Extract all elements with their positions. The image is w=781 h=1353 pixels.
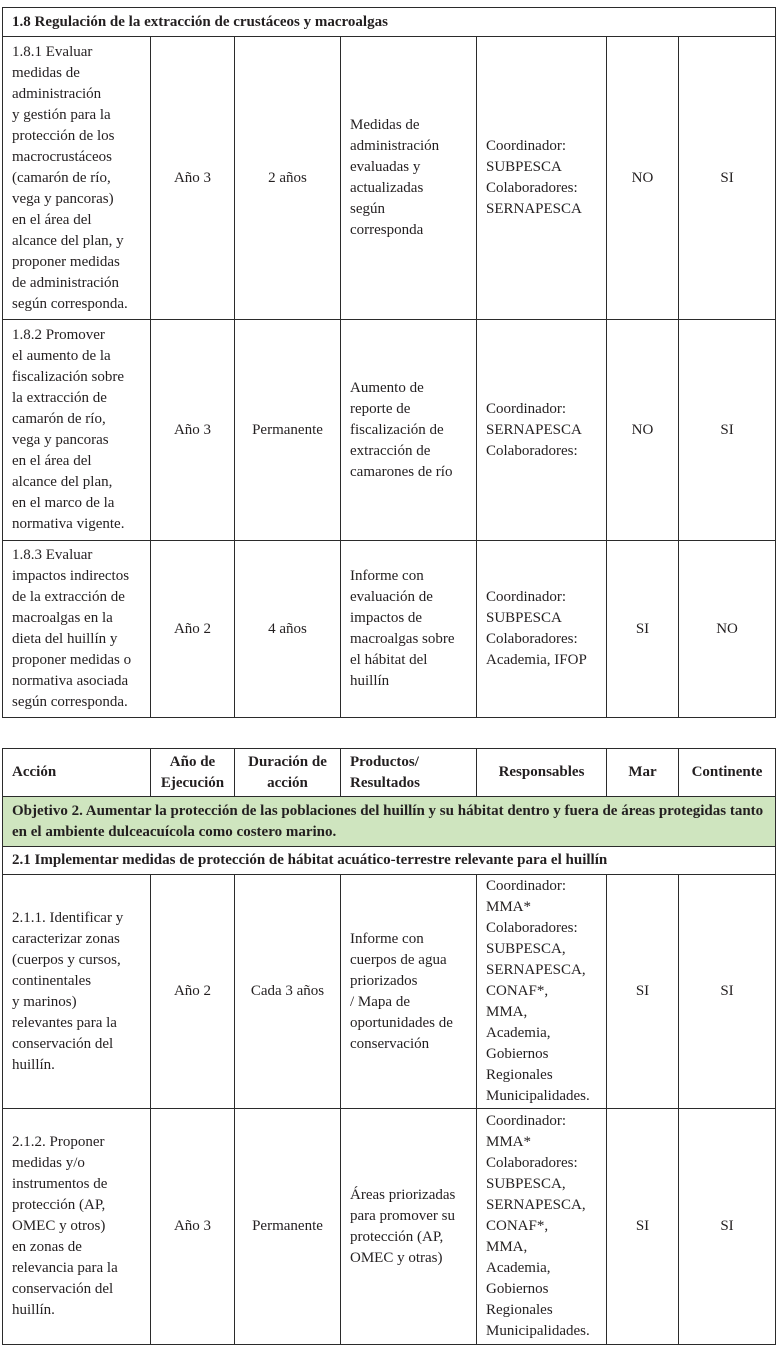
section-row	[3, 847, 776, 875]
header-accion: Acción	[3, 749, 151, 797]
table-row	[3, 1109, 776, 1345]
header-row	[3, 749, 776, 797]
responsables-cell: Coordinador: SUBPESCA Colaboradores: SERNAPESCA	[477, 37, 607, 320]
objective-row	[3, 797, 776, 847]
mar-cell: SI	[607, 541, 679, 718]
mar-cell: SI	[607, 875, 679, 1109]
accion-cell: 1.8.3 Evaluar impactos indirectos de la extracción de macroalgas en la dieta del huillín y proponer medidas o normativa asociada según corresponda.	[3, 541, 151, 718]
header-responsables: Responsables	[477, 749, 607, 797]
mar-cell: SI	[607, 1109, 679, 1345]
productos-cell: Informe con evaluación de impactos de macroalgas sobre el hábitat del huillín	[341, 541, 477, 718]
header-mar: Mar	[607, 749, 679, 797]
duracion-cell: 2 años	[235, 37, 341, 320]
accion-cell: 1.8.1 Evaluar medidas de administración y gestión para la protección de los macrocrustáceos (camarón de río, vega y pancoras) en el área del alcance del plan, y proponer medidas de administración según corresponda.	[3, 37, 151, 320]
productos-cell: Aumento de reporte de fiscalización de extracción de camarones de río	[341, 320, 477, 541]
section-row	[3, 8, 776, 37]
anio-cell: Año 3	[151, 37, 235, 320]
anio-cell: Año 3	[151, 1109, 235, 1345]
section-title: 1.8 Regulación de la extracción de crustáceos y macroalgas	[3, 8, 776, 37]
duracion-cell: Cada 3 años	[235, 875, 341, 1109]
productos-cell: Medidas de administración evaluadas y actualizadas según corresponda	[341, 37, 477, 320]
duracion-cell: 4 años	[235, 541, 341, 718]
continente-cell: SI	[679, 37, 776, 320]
table-crustaceos-macroalgas	[2, 7, 776, 718]
header-continente: Continente	[679, 749, 776, 797]
anio-cell: Año 3	[151, 320, 235, 541]
anio-cell: Año 2	[151, 875, 235, 1109]
accion-cell: 2.1.2. Proponer medidas y/o instrumentos de protección (AP, OMEC y otros) en zonas de relevancia para la conservación del huillín.	[3, 1109, 151, 1345]
continente-cell: SI	[679, 320, 776, 541]
accion-cell: 1.8.2 Promover el aumento de la fiscalización sobre la extracción de camarón de río, vega y pancoras en el área del alcance del plan, en el marco de la normativa vigente.	[3, 320, 151, 541]
header-productos: Productos/ Resultados	[341, 749, 477, 797]
productos-cell: Informe con cuerpos de agua priorizados / Mapa de oportunidades de conservación	[341, 875, 477, 1109]
continente-cell: SI	[679, 1109, 776, 1345]
productos-cell: Áreas priorizadas para promover su protección (AP, OMEC y otras)	[341, 1109, 477, 1345]
table-row	[3, 541, 776, 718]
duracion-cell: Permanente	[235, 320, 341, 541]
accion-cell: 2.1.1. Identificar y caracterizar zonas (cuerpos y cursos, continentales y marinos) relevantes para la conservación del huillín.	[3, 875, 151, 1109]
continente-cell: NO	[679, 541, 776, 718]
header-duracion: Duración de acción	[235, 749, 341, 797]
mar-cell: NO	[607, 37, 679, 320]
section-title: 2.1 Implementar medidas de protección de hábitat acuático-terrestre relevante para el huillín	[3, 847, 776, 875]
responsables-cell: Coordinador: SUBPESCA Colaboradores: Academia, IFOP	[477, 541, 607, 718]
responsables-cell: Coordinador: MMA* Colaboradores: SUBPESCA, SERNAPESCA, CONAF*, MMA, Academia, Gobiernos Regionales Municipalidades.	[477, 875, 607, 1109]
table-row	[3, 875, 776, 1109]
objective-text: Objetivo 2. Aumentar la protección de las poblaciones del huillín y su hábitat dentro y fuera de áreas protegidas tanto en el ambiente dulceacuícola como costero marino.	[3, 797, 776, 847]
continente-cell: SI	[679, 875, 776, 1109]
table-objetivo-2	[2, 748, 776, 1345]
table-row	[3, 37, 776, 320]
duracion-cell: Permanente	[235, 1109, 341, 1345]
responsables-cell: Coordinador: SERNAPESCA Colaboradores:	[477, 320, 607, 541]
anio-cell: Año 2	[151, 541, 235, 718]
mar-cell: NO	[607, 320, 679, 541]
header-anio: Año de Ejecución	[151, 749, 235, 797]
table-row	[3, 320, 776, 541]
responsables-cell: Coordinador: MMA* Colaboradores: SUBPESCA, SERNAPESCA, CONAF*, MMA, Academia, Gobiernos Regionales Municipalidades.	[477, 1109, 607, 1345]
